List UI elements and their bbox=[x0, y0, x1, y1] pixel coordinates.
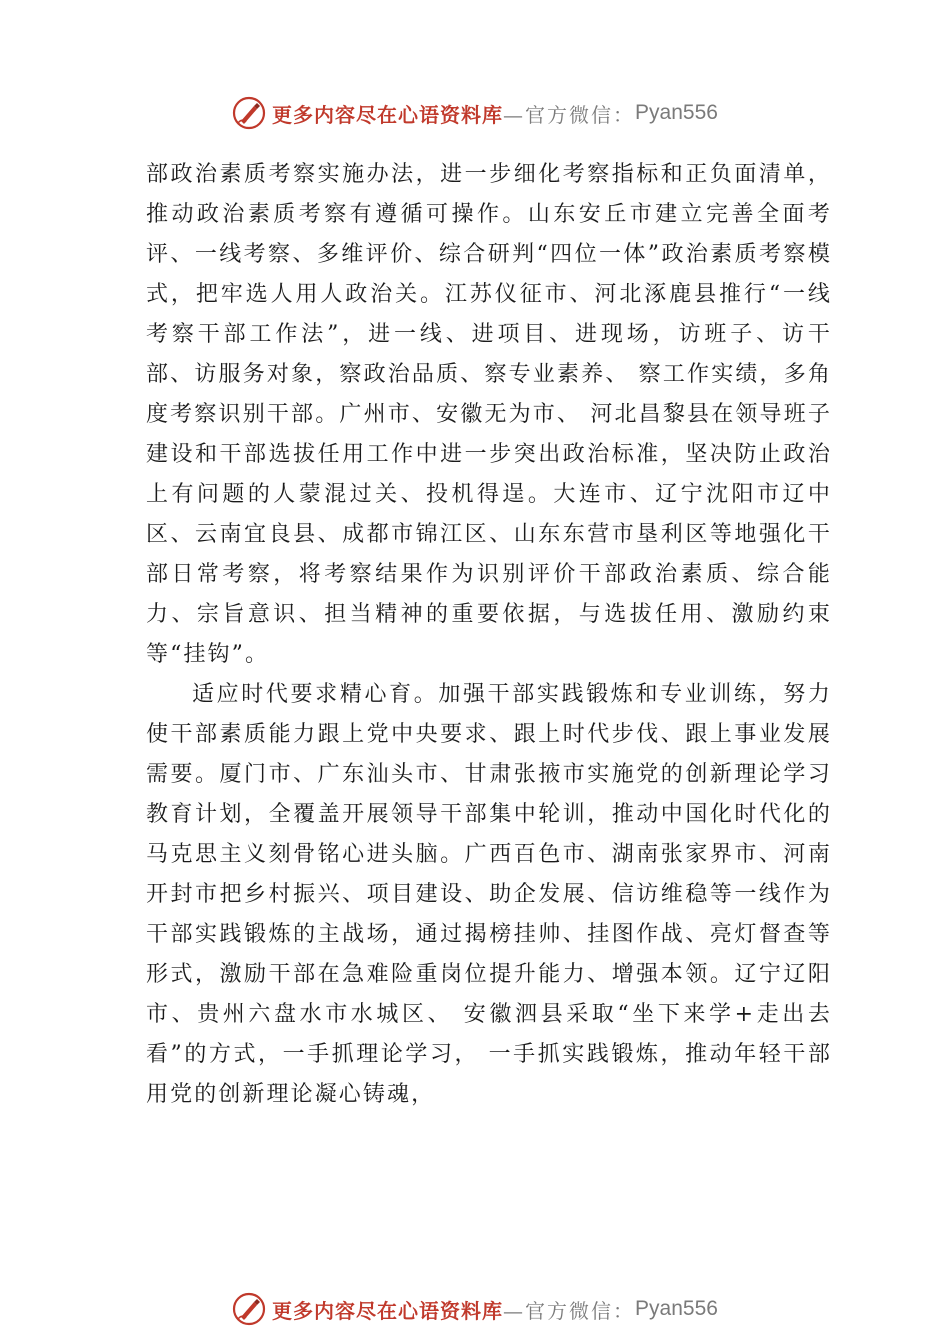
document-body bbox=[146, 155, 832, 1115]
pen-logo-icon bbox=[232, 1292, 266, 1326]
watermark-wechat-id: Pyan556 bbox=[635, 1297, 718, 1320]
watermark-wechat-id: Pyan556 bbox=[635, 101, 718, 124]
header-watermark bbox=[0, 93, 950, 133]
watermark-tail-text: —官方微信： bbox=[503, 102, 636, 127]
watermark-tail-text: —官方微信： bbox=[503, 1298, 636, 1323]
pen-logo-icon bbox=[232, 96, 266, 130]
watermark-main-text: 更多内容尽在心语资料库 bbox=[272, 102, 504, 127]
paragraph-1: 部政治素质考察实施办法，进一步细化考察指标和正负面清单，推动政治素质考察有遵循可操作。山东安丘市建立完善全面考评、一线考察、多维评价、综合研判“四位一体”政治素质考察模式，把牢选人用人政治关。江苏仪征市、河北涿鹿县推行“一线考察干部工作法”，进一线、进项目、进现场，访班子、访干部、访服务对象，察政治品质、察专业素养、 察工作实绩，多角度考察识别干部。广州市、安徽无为市、 河北昌黎县在领导班子建设和干部选拔任用工作中进一步突出政治标准，坚决防止政治上有问题的人蒙混过关、投机得逞。大连市、辽宁沈阳市辽中区、云南宜良县、成都市锦江区、山东东营市垦利区等地强化干部日常考察，将考察结果作为识别评价干部政治素质、综合能力、宗旨意识、担当精神的重要依据，与选拔任用、激励约束等“挂钩”。 bbox=[146, 162, 832, 667]
paragraph-2: 适应时代要求精心育。加强干部实践锻炼和专业训练，努力使干部素质能力跟上党中央要求、跟上时代步伐、跟上事业发展需要。厦门市、广东汕头市、甘肃张掖市实施党的创新理论学习教育计划，全覆盖开展领导干部集中轮训，推动中国化时代化的马克思主义刻骨铭心进头脑。广西百色市、湖南张家界市、河南开封市把乡村振兴、项目建设、助企发展、信访维稳等一线作为干部实践锻炼的主战场，通过揭榜挂帅、挂图作战、亮灯督查等形式，激励干部在急难险重岗位提升能力、增强本领。辽宁辽阳市、贵州六盘水市水城区、 安徽泗县采取“坐下来学+走出去看”的方式，一手抓理论学习， 一手抓实践锻炼，推动年轻干部用党的创新理论凝心铸魂， bbox=[146, 682, 832, 1107]
watermark-main-text: 更多内容尽在心语资料库 bbox=[272, 1298, 504, 1323]
footer-watermark bbox=[0, 1289, 950, 1329]
